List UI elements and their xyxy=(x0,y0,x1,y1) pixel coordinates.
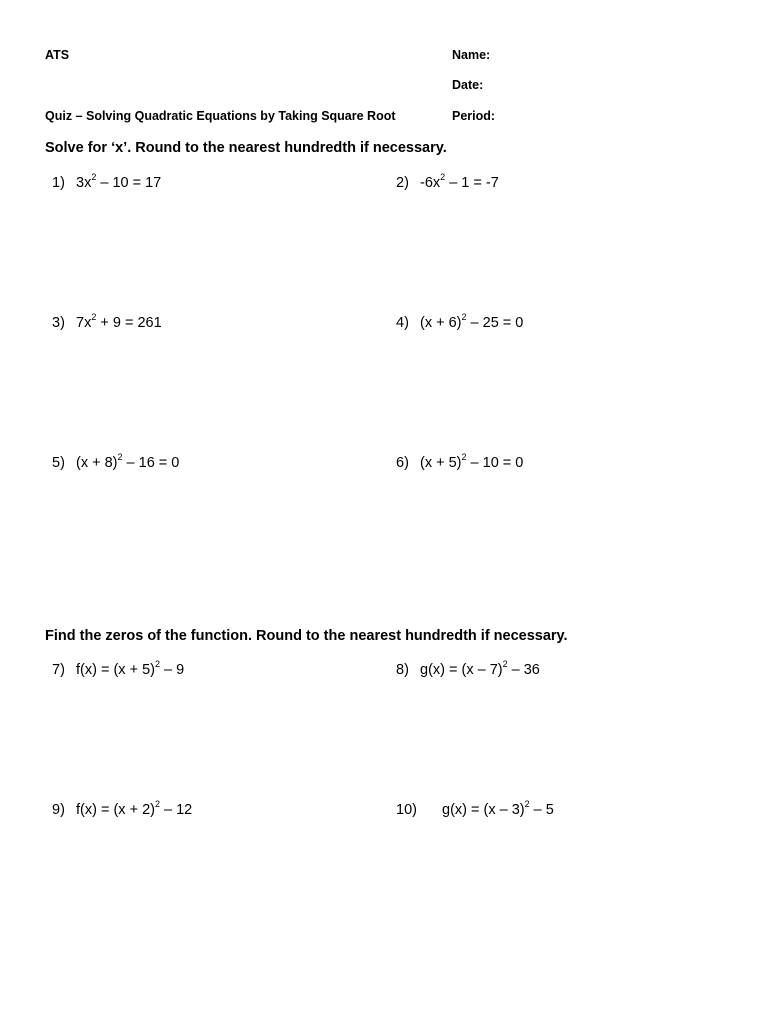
problem-expression: $f(x) = (x + 5)^2 - 9$ xyxy=(76,659,185,678)
problem-expression: $7x^2 + 9 = 261$ xyxy=(76,312,162,331)
problem-10 xyxy=(396,799,554,818)
school-label: ATS xyxy=(45,48,70,62)
problem-number: 10) xyxy=(396,802,417,818)
problem-number: 5) xyxy=(52,455,65,471)
problem-number: 9) xyxy=(52,802,65,818)
problem-number: 2) xyxy=(396,175,409,191)
problem-number: 4) xyxy=(396,315,409,331)
problem-number: 6) xyxy=(396,455,409,471)
problem-expression: $(x + 8)^2 - 16 = 0$ xyxy=(76,452,180,471)
problem-expression: $-6x^2 - 1 = -7$ xyxy=(420,172,499,191)
problem-5 xyxy=(52,452,180,471)
problem-number: 8) xyxy=(396,662,409,678)
quiz-title: Quiz – Solving Quadratic Equations by Taking Square Root xyxy=(45,109,396,123)
problem-4 xyxy=(396,312,524,331)
problem-3 xyxy=(52,312,162,331)
problem-number: 3) xyxy=(52,315,65,331)
problem-9 xyxy=(52,799,193,818)
problem-6 xyxy=(396,452,524,471)
problem-2 xyxy=(396,172,499,191)
section1-instructions: Solve for ‘x’. Round to the nearest hundredth if necessary. xyxy=(45,140,447,156)
problem-8 xyxy=(396,659,540,678)
problem-expression: $(x + 6)^2 - 25 = 0$ xyxy=(420,312,524,331)
section2-instructions: Find the zeros of the function. Round to the nearest hundredth if necessary. xyxy=(45,628,568,644)
problem-expression: $(x + 5)^2 - 10 = 0$ xyxy=(420,452,524,471)
problem-expression: $3x^2 - 10 = 17$ xyxy=(76,172,162,191)
problem-number: 1) xyxy=(52,175,65,191)
problem-number: 7) xyxy=(52,662,65,678)
problem-expression: g(x) = (x – 7)$^2$ – 36 xyxy=(420,659,540,678)
period-label: Period: xyxy=(452,109,496,123)
problem-expression: $f(x) = (x + 2)^2 - 12$ xyxy=(76,799,193,818)
problem-1 xyxy=(52,172,162,191)
problem-expression: g(x) = (x – 3)$^2$ – 5 xyxy=(442,799,554,818)
name-label: Name: xyxy=(452,48,491,62)
problem-7 xyxy=(52,659,185,678)
date-label: Date: xyxy=(452,78,484,92)
